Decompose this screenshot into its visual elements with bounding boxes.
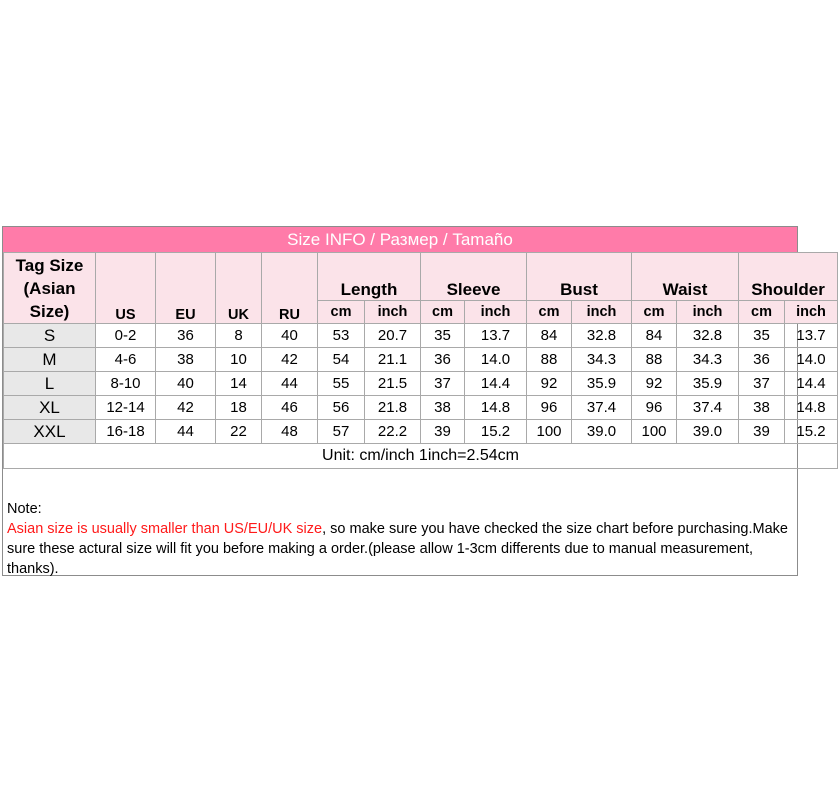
shoulder-cm-cell: 37 <box>739 372 785 396</box>
length-inch-cell: 21.8 <box>365 396 421 420</box>
us-cell: 16-18 <box>96 420 156 444</box>
waist-inch-cell: 34.3 <box>677 348 739 372</box>
waist-cm-header: cm <box>632 301 677 324</box>
sleeve-inch-cell: 14.4 <box>465 372 527 396</box>
waist-header: Waist <box>632 253 739 301</box>
waist-inch-header: inch <box>677 301 739 324</box>
tag-size-cell: L <box>4 372 96 396</box>
shoulder-cm-header: cm <box>739 301 785 324</box>
ru-cell: 40 <box>262 324 318 348</box>
ru-header: RU <box>262 253 318 324</box>
length-inch-cell: 22.2 <box>365 420 421 444</box>
waist-cm-cell: 92 <box>632 372 677 396</box>
bust-cm-cell: 88 <box>527 348 572 372</box>
waist-cm-cell: 84 <box>632 324 677 348</box>
waist-inch-cell: 35.9 <box>677 372 739 396</box>
note-body <box>7 519 795 579</box>
eu-header: EU <box>156 253 216 324</box>
tag-size-cell: XL <box>4 396 96 420</box>
sleeve-cm-cell: 37 <box>421 372 465 396</box>
uk-header: UK <box>216 253 262 324</box>
bust-header: Bust <box>527 253 632 301</box>
eu-cell: 40 <box>156 372 216 396</box>
sleeve-cm-header: cm <box>421 301 465 324</box>
length-header: Length <box>318 253 421 301</box>
bust-inch-cell: 37.4 <box>572 396 632 420</box>
size-chart <box>2 226 826 577</box>
note-warning: Asian size is usually smaller than US/EU/UK size <box>7 521 323 537</box>
sleeve-cm-cell: 39 <box>421 420 465 444</box>
eu-cell: 44 <box>156 420 216 444</box>
tag-size-cell: XXL <box>4 420 96 444</box>
length-inch-header: inch <box>365 301 421 324</box>
us-cell: 12-14 <box>96 396 156 420</box>
shoulder-inch-cell: 15.2 <box>785 420 838 444</box>
eu-cell: 42 <box>156 396 216 420</box>
length-inch-cell: 21.1 <box>365 348 421 372</box>
bust-inch-header: inch <box>572 301 632 324</box>
shoulder-inch-cell: 14.0 <box>785 348 838 372</box>
size-info-banner: Size INFO / Размер / Tamaño <box>3 227 797 252</box>
eu-cell: 36 <box>156 324 216 348</box>
note-title: Note: <box>7 501 42 517</box>
bust-cm-cell: 92 <box>527 372 572 396</box>
bust-inch-cell: 35.9 <box>572 372 632 396</box>
waist-cm-cell: 96 <box>632 396 677 420</box>
uk-cell: 18 <box>216 396 262 420</box>
shoulder-inch-header: inch <box>785 301 838 324</box>
uk-cell: 10 <box>216 348 262 372</box>
uk-cell: 14 <box>216 372 262 396</box>
bust-inch-cell: 39.0 <box>572 420 632 444</box>
unit-note: Unit: cm/inch 1inch=2.54cm <box>4 444 838 469</box>
table-row <box>4 324 838 348</box>
sleeve-header: Sleeve <box>421 253 527 301</box>
ru-cell: 46 <box>262 396 318 420</box>
bust-inch-cell: 34.3 <box>572 348 632 372</box>
sleeve-cm-cell: 35 <box>421 324 465 348</box>
unit-row <box>4 444 838 469</box>
length-inch-cell: 21.5 <box>365 372 421 396</box>
eu-cell: 38 <box>156 348 216 372</box>
note-text: , so make sure you have checked the size chart before purchasing.Make sure these actural size will fit you before making a order.(please allow 1-3cm differents due to manual measurement, thanks). <box>7 521 788 577</box>
length-cm-cell: 56 <box>318 396 365 420</box>
waist-inch-cell: 39.0 <box>677 420 739 444</box>
bust-cm-cell: 96 <box>527 396 572 420</box>
bust-cm-cell: 100 <box>527 420 572 444</box>
shoulder-cm-cell: 39 <box>739 420 785 444</box>
header-row-groups <box>4 253 838 301</box>
us-header: US <box>96 253 156 324</box>
sleeve-inch-cell: 14.8 <box>465 396 527 420</box>
size-table <box>3 252 838 469</box>
bust-inch-cell: 32.8 <box>572 324 632 348</box>
shoulder-inch-cell: 13.7 <box>785 324 838 348</box>
sleeve-inch-header: inch <box>465 301 527 324</box>
table-row <box>4 372 838 396</box>
note-section <box>7 499 795 579</box>
waist-cm-cell: 88 <box>632 348 677 372</box>
sleeve-cm-cell: 36 <box>421 348 465 372</box>
ru-cell: 44 <box>262 372 318 396</box>
us-cell: 0-2 <box>96 324 156 348</box>
length-cm-cell: 57 <box>318 420 365 444</box>
table-row <box>4 348 838 372</box>
uk-cell: 8 <box>216 324 262 348</box>
uk-cell: 22 <box>216 420 262 444</box>
length-cm-cell: 54 <box>318 348 365 372</box>
waist-cm-cell: 100 <box>632 420 677 444</box>
length-inch-cell: 20.7 <box>365 324 421 348</box>
us-cell: 4-6 <box>96 348 156 372</box>
sleeve-cm-cell: 38 <box>421 396 465 420</box>
length-cm-header: cm <box>318 301 365 324</box>
ru-cell: 48 <box>262 420 318 444</box>
tag-size-cell: S <box>4 324 96 348</box>
shoulder-cm-cell: 38 <box>739 396 785 420</box>
shoulder-inch-cell: 14.4 <box>785 372 838 396</box>
bust-cm-header: cm <box>527 301 572 324</box>
length-cm-cell: 53 <box>318 324 365 348</box>
table-row <box>4 396 838 420</box>
table-row <box>4 420 838 444</box>
bust-cm-cell: 84 <box>527 324 572 348</box>
shoulder-cm-cell: 36 <box>739 348 785 372</box>
waist-inch-cell: 37.4 <box>677 396 739 420</box>
sleeve-inch-cell: 14.0 <box>465 348 527 372</box>
tag-size-cell: M <box>4 348 96 372</box>
shoulder-header: Shoulder <box>739 253 838 301</box>
shoulder-inch-cell: 14.8 <box>785 396 838 420</box>
sleeve-inch-cell: 13.7 <box>465 324 527 348</box>
us-cell: 8-10 <box>96 372 156 396</box>
tag-size-header: Tag Size (Asian Size) <box>4 253 96 324</box>
sleeve-inch-cell: 15.2 <box>465 420 527 444</box>
waist-inch-cell: 32.8 <box>677 324 739 348</box>
length-cm-cell: 55 <box>318 372 365 396</box>
shoulder-cm-cell: 35 <box>739 324 785 348</box>
ru-cell: 42 <box>262 348 318 372</box>
